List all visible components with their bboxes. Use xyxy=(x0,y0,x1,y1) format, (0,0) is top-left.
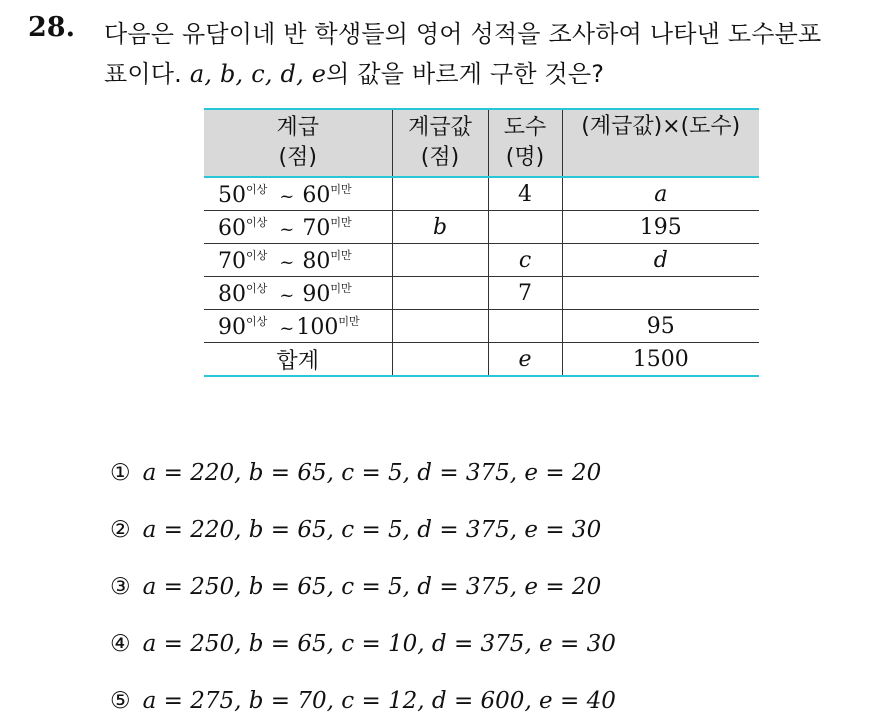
header-class: 계급 (점) xyxy=(204,109,392,177)
choice-5[interactable] xyxy=(110,688,616,714)
choice-marker: ④ xyxy=(110,631,131,657)
choice-marker: ③ xyxy=(110,574,131,600)
choice-text: a = 220, b = 65, c = 5, d = 375, e = 30 xyxy=(142,517,602,543)
class-value-cell xyxy=(392,244,488,277)
choice-3[interactable] xyxy=(110,574,601,600)
choice-marker: ⑤ xyxy=(110,688,131,714)
table-row xyxy=(204,244,759,277)
product-cell: d xyxy=(562,244,759,277)
question-number: 28. xyxy=(28,12,75,43)
choice-marker: ② xyxy=(110,517,131,543)
frequency-cell: 7 xyxy=(488,277,562,310)
table-header-row xyxy=(204,109,759,177)
question-text-line1: 다음은 유담이네 반 학생들의 영어 성적을 조사하여 나타낸 도수분포 xyxy=(104,20,822,48)
product-cell: a xyxy=(562,177,759,211)
class-value-cell xyxy=(392,177,488,211)
choice-text: a = 250, b = 65, c = 5, d = 375, e = 20 xyxy=(142,574,602,600)
total-class-value xyxy=(392,343,488,377)
table-row xyxy=(204,211,759,244)
class-range: $70^{이상}$ ~ $80^{미만}$ xyxy=(204,244,392,277)
frequency-cell: 4 xyxy=(488,177,562,211)
choice-2[interactable] xyxy=(110,517,601,543)
choice-text: a = 250, b = 65, c = 10, d = 375, e = 30 xyxy=(142,631,616,657)
table-total-row xyxy=(204,343,759,377)
frequency-table xyxy=(204,108,759,377)
product-cell xyxy=(562,277,759,310)
class-value-cell xyxy=(392,310,488,343)
class-range: $60^{이상}$ ~ $70^{미만}$ xyxy=(204,211,392,244)
product-cell: 95 xyxy=(562,310,759,343)
frequency-cell xyxy=(488,310,562,343)
header-product: (계급값)×(도수) xyxy=(562,109,759,177)
choice-text: a = 220, b = 65, c = 5, d = 375, e = 20 xyxy=(142,460,602,486)
header-frequency: 도수 (명) xyxy=(488,109,562,177)
choice-4[interactable] xyxy=(110,631,616,657)
frequency-cell: c xyxy=(488,244,562,277)
question-text-prefix: 표이다. xyxy=(104,60,182,88)
total-product: 1500 xyxy=(562,343,759,377)
choice-marker: ① xyxy=(110,460,131,486)
total-label: 합계 xyxy=(204,343,392,377)
total-frequency: e xyxy=(488,343,562,377)
choice-1[interactable] xyxy=(110,460,601,486)
table-row xyxy=(204,310,759,343)
header-class-value: 계급값 (점) xyxy=(392,109,488,177)
table-row xyxy=(204,277,759,310)
class-value-cell: b xyxy=(392,211,488,244)
class-value-cell xyxy=(392,277,488,310)
question-text-line2 xyxy=(104,54,604,89)
question-variables: a, b, c, d, e xyxy=(189,60,327,88)
class-range: $80^{이상}$ ~ $90^{미만}$ xyxy=(204,277,392,310)
table-row xyxy=(204,177,759,211)
frequency-cell xyxy=(488,211,562,244)
choice-text: a = 275, b = 70, c = 12, d = 600, e = 40 xyxy=(142,688,616,714)
question-text-suffix: 의 값을 바르게 구한 것은? xyxy=(326,60,605,88)
product-cell: 195 xyxy=(562,211,759,244)
class-range: $90^{이상}$ $\sim 100^{미만}$ xyxy=(204,310,392,343)
class-range: $50^{이상}$ ~ $60^{미만}$ xyxy=(204,177,392,211)
